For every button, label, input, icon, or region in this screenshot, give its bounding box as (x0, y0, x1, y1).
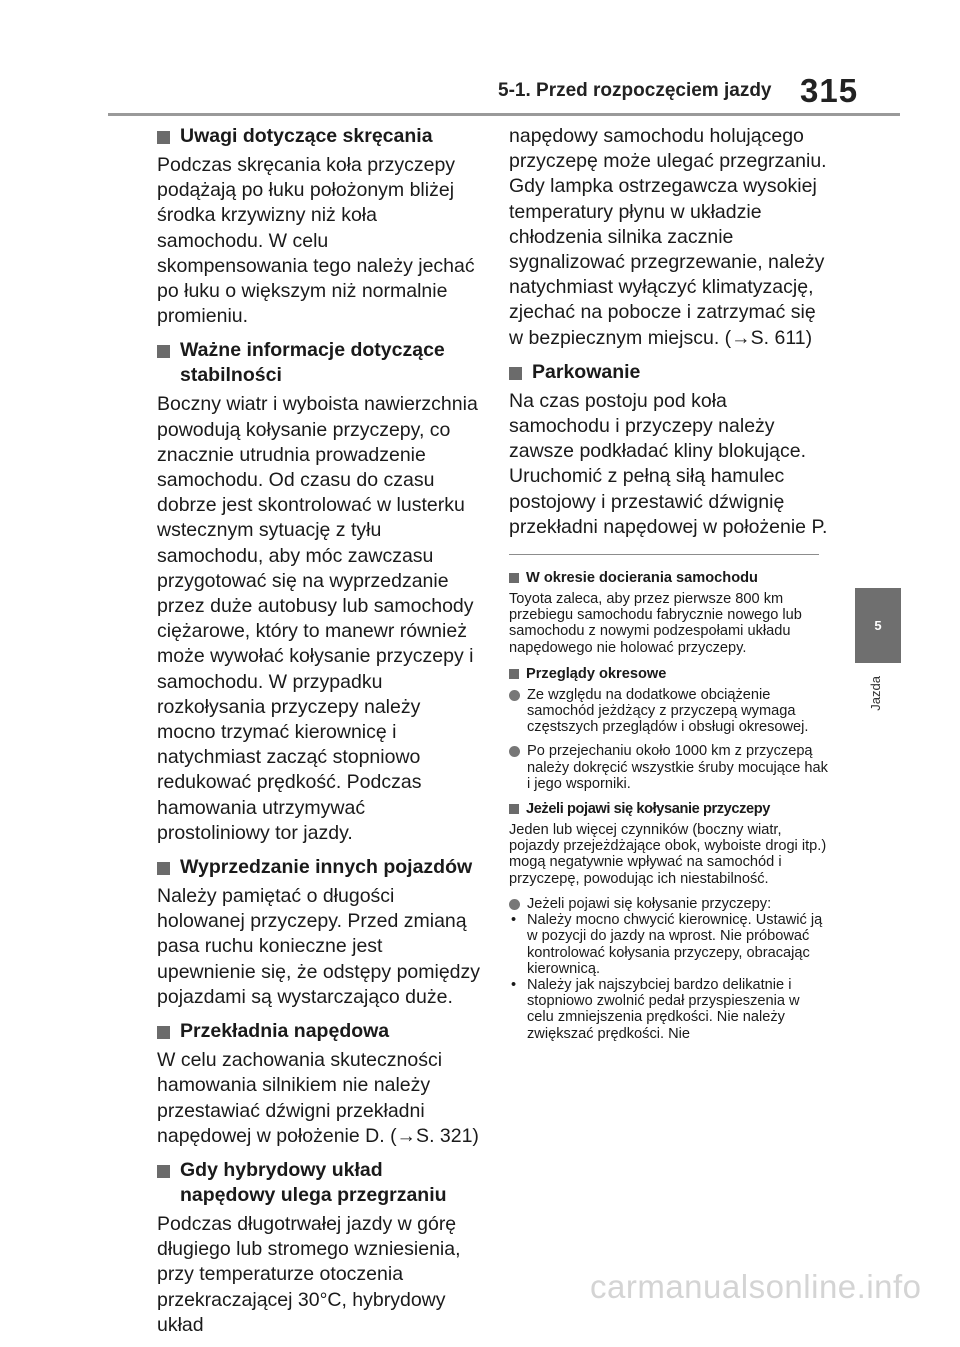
paragraph-stability: Boczny wiatr i wyboista nawierzchnia powodują kołysanie przyczepy, co znacznie utrudnia prowadzenie samochodu. Od czasu do czasu dobrze jest skontrolować w lusterku wstecznym sytuację z tyłu samochodu, aby móc zawczasu przygotować się na wyprzedzanie przez duże autobusy lub samochody ciężarowe, który to manewr również może wywołać kołysanie przyczepy i samochodu. W przypadku rozkołysania przyczepy należy mocno trzymać kierownicę i natychmiast zacząć stopniowo redukować prędkość. Podczas hamowania utrzymywać prostoliniowy tor jazdy. (157, 393, 478, 844)
square-bullet-icon (157, 345, 170, 358)
paragraph-turning: Podczas skręcania koła przyczepy podążają po łuku położonym bliżej środka krzywizny niż koła samochodu. W celu skompensowania tego należy jechać po łuku o większym niż normalnie promieniu. (157, 154, 475, 328)
square-bullet-icon (157, 1165, 170, 1178)
sub-item-sway-1: • Należy mocno chwycić kierownicę. Ustawić ją w pozycji do jazdy na wprost. Nie próbować kontrolować kołysania przyczepy, obracając kierownicą. (511, 912, 823, 977)
note-heading-inspections: Przeglądy okresowe (509, 665, 829, 683)
section-title: 5-1. Przed rozpoczęciem jazdy (498, 80, 772, 101)
left-column (157, 124, 482, 1347)
square-bullet-icon (509, 804, 519, 814)
paragraph-overheating: Podczas długotrwałej jazdy w górę długiego lub stromego wzniesienia, przy temperaturze otoczenia przekraczającej 30°C, hybrydowy układ (157, 1212, 461, 1336)
note-paragraph-sway: Jeden lub więcej czynników (boczny wiatr, pojazdy przejeżdżające obok, wyboiste drogi itp.) mogą negatywnie wpływać na samochód i przyczepę, powodując ich niestabilność. (509, 822, 827, 887)
chapter-tab: 5 (855, 588, 901, 663)
round-bullet-icon (509, 690, 520, 701)
note-heading-breakin: W okresie docierania samochodu (509, 569, 829, 587)
paragraph-overheating-continued: napędowy samochodu holującego przyczepę może ulegać przegrzaniu. Gdy lampka ostrzegawcza wysokiej temperatury płynu w układzie chłodzenia silnika zacznie sygnalizować przegrzewanie, należy natychmiast wyłączyć klimatyzację, zjechać na pobocze i zatrzymać się w bezpiecznym miejscu. (→S. 611) (509, 125, 827, 349)
paragraph-transmission: W celu zachowania skuteczności hamowania silnikiem nie należy przestawiać dźwigni przekładni napędowej w położenie D. (→S. 321) (157, 1049, 479, 1147)
note-paragraph-breakin: Toyota zaleca, aby przez pierwsze 800 km przebiegu samochodu fabrycznie nowego lub samochodu z nowymi podzespołami układu napędowego nie holować przyczepy. (509, 591, 802, 656)
sub-item-sway-2: • Należy jak najszybciej bardzo delikatnie i stopniowo zwolnić pedał przyspieszenia w celu zmniejszenia prędkości. Nie należy zwiększać prędkości. Nie (511, 976, 800, 1042)
note-heading-sway: Jeżeli pojawi się kołysanie przyczepy (509, 800, 829, 818)
header-divider (108, 113, 900, 116)
square-bullet-icon (157, 862, 170, 875)
dot-bullet-icon: • (511, 976, 517, 993)
square-bullet-icon (509, 367, 522, 380)
heading-overtaking: Wyprzedzanie innych pojazdów (157, 855, 482, 880)
dot-bullet-icon: • (511, 912, 517, 929)
note-bullet-inspections-2: Po przejechaniu około 1000 km z przyczepą należy dokręcić wszystkie śruby mocujące hak i jego wsporniki. (509, 743, 829, 792)
square-bullet-icon (509, 669, 519, 679)
square-bullet-icon (157, 1026, 170, 1039)
paragraph-parking: Na czas postoju pod koła samochodu i przyczepy należy zawsze podkładać kliny blokujące. Uruchomić z pełną siłą hamulec postojowy i przestawić dźwignię przekładni napędowej w położenie P. (509, 389, 828, 538)
heading-turning: Uwagi dotyczące skręcania (157, 124, 482, 149)
right-column (509, 124, 829, 1042)
square-bullet-icon (157, 131, 170, 144)
round-bullet-icon (509, 746, 520, 757)
notes-divider (509, 554, 819, 555)
note-bullet-inspections-1: Ze względu na dodatkowe obciążenie samochód jeżdżący z przyczepą wymaga częstszych przeglądów i obsługi okresowej. (509, 687, 829, 736)
heading-stability: Ważne informacje dotyczące stabilności (157, 338, 482, 388)
chapter-label: Jazda (868, 676, 883, 711)
page-number: 315 (800, 72, 859, 109)
heading-transmission: Przekładnia napędowa (157, 1019, 482, 1044)
note-bullet-sway: Jeżeli pojawi się kołysanie przyczepy: (509, 896, 829, 912)
square-bullet-icon (509, 573, 519, 583)
round-bullet-icon (509, 899, 520, 910)
heading-parking: Parkowanie (509, 360, 829, 385)
paragraph-overtaking: Należy pamiętać o długości holowanej przyczepy. Przed zmianą pasa ruchu konieczne jest upewnienie się, że odstępy pomiędzy pojazdami są wystarczająco duże. (157, 885, 481, 1008)
heading-overheating: Gdy hybrydowy układ napędowy ulega przegrzaniu (157, 1158, 482, 1208)
watermark: carmanualsonline.info (590, 1268, 922, 1305)
